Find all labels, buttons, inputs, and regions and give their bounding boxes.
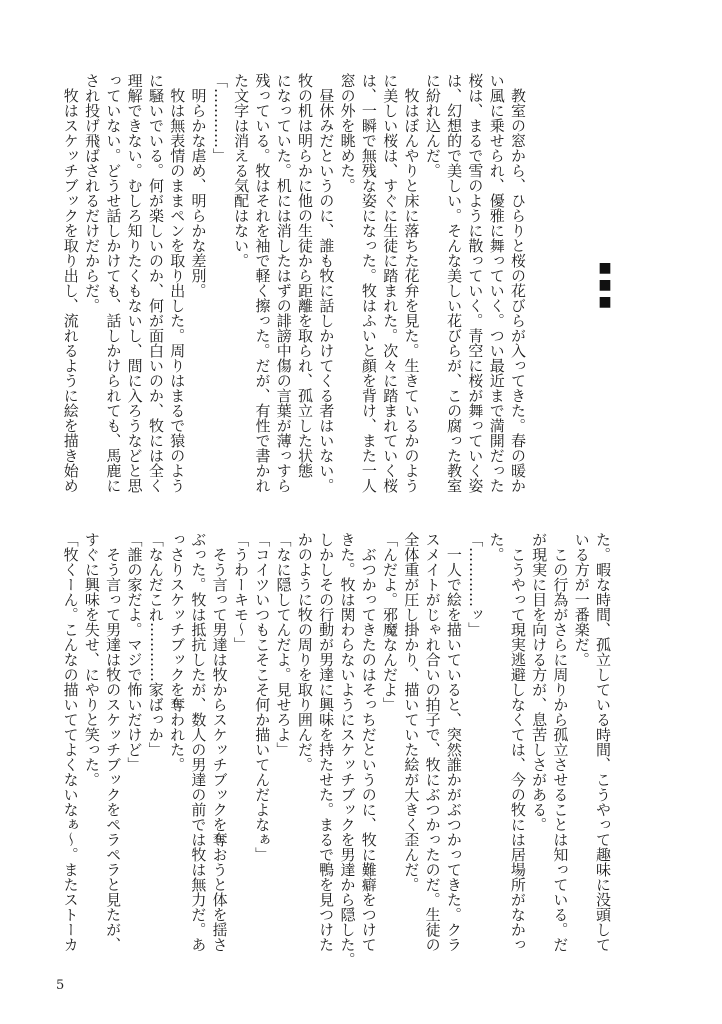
text-column: ぶつかってきたのはそっちだというのに、牧に難癖をつけて xyxy=(359,532,378,952)
upper-text-block xyxy=(59,73,528,493)
text-column: きた。牧は関わらないようにスケッチブックを男達から隠した。 xyxy=(338,532,357,967)
text-column: 牧はスケッチブックを取り出し、流れるように絵を描き始め xyxy=(61,73,80,493)
dialogue-column: 「…………」 xyxy=(210,73,229,163)
text-column: 明らかな虐め、明らかな差別。 xyxy=(189,73,208,298)
text-column: され投げ飛ばされるだけだからだ。 xyxy=(83,73,102,313)
text-column: いる方が一番楽だ。 xyxy=(572,532,591,667)
text-column: ぶった。牧は抵抗したが、数人の男達の前では牧は無力だ。あ xyxy=(189,532,208,952)
dialogue-column: 「なんだこれ…………家ばっか」 xyxy=(146,532,165,757)
text-column: っさりスケッチブックを奪われた。 xyxy=(168,532,187,772)
text-column: い風に乗せられ、優雅に舞っていく。つい最近まで満開だった xyxy=(487,73,506,493)
text-column: そう言って男達は牧のスケッチブックをペラペラと見たが、 xyxy=(104,532,123,952)
text-column: 桜は、まるで雪のように散っていく。青空に桜が舞っていく姿 xyxy=(466,73,485,493)
text-column: この行為がさらに周りから孤立させることは知っている。だ xyxy=(551,532,570,952)
text-column: は、一瞬で無残な姿になった。牧はふいと顔を背け、また一人 xyxy=(359,73,378,493)
text-column: 牧はぼんやりと床に落ちた花弁を見た。生きているかのよう xyxy=(402,73,421,493)
text-column: こうやって現実逃避しなくては、今の牧には居場所がなかっ xyxy=(508,532,527,952)
text-column: が現実に目を向ける方が、息苦しさがある。 xyxy=(530,532,549,832)
text-column: 一人で絵を描いていると、突然誰かがぶつかってきた。クラ xyxy=(444,532,463,952)
text-column: すぐに興味を失せ、にやりと笑った。 xyxy=(82,532,101,787)
text-column: に騒いでいる。何が楽しいのか、何が面白いのか、牧には全く xyxy=(146,73,165,493)
dialogue-column: 「…………ッ」 xyxy=(466,532,485,637)
text-column: た。 xyxy=(487,532,506,562)
dialogue-column: 「なに隠してんだよ。見せろよ」 xyxy=(274,532,293,757)
text-column: 理解できない。むしろ知りたくもないし、間に入ろうなどと思 xyxy=(125,73,144,493)
text-column: 昼休みだというのに、誰も牧に話しかけてくる者はいない。 xyxy=(317,73,336,493)
text-column: は、幻想的で美しい。そんな美しい花びらが、この腐った教室 xyxy=(445,73,464,493)
dialogue-column: 「んだよ。邪魔なんだよ」 xyxy=(381,532,400,712)
text-column: に美しい桜は、すぐに生徒に踏まれた。次々に踏まれていく桜 xyxy=(381,73,400,493)
page-number: 5 xyxy=(56,978,65,993)
text-column: た文字は消える気配はない。 xyxy=(232,73,251,268)
text-column: になっていた。机には消したはずの誹謗中傷の言葉が薄っすら xyxy=(274,73,293,493)
dialogue-column: 「牧くーん。こんなの描いててよくないなぁ～。またストーカ xyxy=(61,532,80,952)
text-column: 残っている。牧はそれを袖で軽く擦った。だが、有性で書かれ xyxy=(253,73,272,493)
text-column: 全体重が圧し掛かり、描いていた絵が大きく歪んだ。 xyxy=(402,532,421,892)
text-column: 教室の窓から、ひらりと桜の花びらが入ってきた。春の暖か xyxy=(509,73,527,493)
section-break-marker: ■■■ xyxy=(597,260,613,311)
text-column: 牧は無表情のままペンを取り出した。周りはまるで猿のよう xyxy=(168,73,187,493)
text-column: っていない。どうせ話しかけても、話しかけられても、馬鹿に xyxy=(104,73,123,493)
text-column: に紛れ込んだ。 xyxy=(423,73,442,178)
dialogue-column: 「誰の家だよ。マジで怖いだけど」 xyxy=(125,532,144,772)
text-column: 窓の外を眺めた。 xyxy=(338,73,357,193)
text-column: 牧の机は明らかに他の生徒から距離を取られ、孤立した状態 xyxy=(296,73,315,478)
lower-text-block xyxy=(59,532,613,967)
dialogue-column: 「コイツいつもこそこそ何か描いてんだよなぁ」 xyxy=(253,532,272,862)
text-column: かのように牧の周りを取り囲んだ。 xyxy=(295,532,314,772)
text-column: そう言って男達は牧からスケッチブックを奪おうと体を揺さ xyxy=(210,532,229,952)
dialogue-column: 「うわーキモ～」 xyxy=(231,532,250,652)
text-column: しかしその行動が男達に興味を持たせた。まるで鴨を見つけた xyxy=(317,532,336,952)
text-column: た。暇な時間、孤立している時間、こうやって趣味に没頭して xyxy=(594,532,612,952)
text-column: スメイトがじゃれ合いの拍子で、牧にぶつかったのだ。生徒の xyxy=(423,532,442,952)
